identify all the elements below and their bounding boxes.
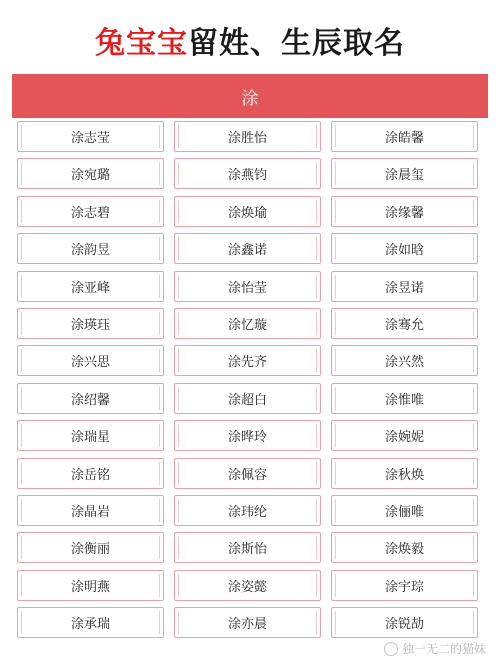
name-cell: 涂焕毅	[331, 532, 478, 563]
name-cell: 涂承瑞	[17, 607, 164, 638]
name-cell: 涂瑛珏	[17, 308, 164, 339]
name-cell: 涂先齐	[174, 345, 321, 376]
name-cell: 涂如晗	[331, 233, 478, 264]
title-rest: 留姓、生辰取名	[188, 26, 405, 61]
name-cell: 涂衡丽	[17, 532, 164, 563]
name-cell: 涂燕钧	[174, 158, 321, 189]
name-cell: 涂绍馨	[17, 383, 164, 414]
watermark-text: 独一无二的猫妹	[401, 642, 486, 656]
name-cell: 涂亦晨	[174, 607, 321, 638]
name-cell: 涂锐劼	[331, 607, 478, 638]
name-cell: 涂佩容	[174, 458, 321, 489]
surname-banner	[12, 74, 488, 118]
name-cell: 涂志碧	[17, 196, 164, 227]
name-grid	[17, 121, 487, 638]
name-cell: 涂兴然	[331, 345, 478, 376]
name-cell: 涂瑞星	[17, 420, 164, 451]
name-cell: 涂秋焕	[331, 458, 478, 489]
page-title	[0, 18, 500, 62]
name-cell: 涂晶岩	[17, 495, 164, 526]
name-cell: 涂宛璐	[17, 158, 164, 189]
name-cell: 涂俪唯	[331, 495, 478, 526]
name-cell: 涂超白	[174, 383, 321, 414]
name-cell: 涂兴思	[17, 345, 164, 376]
name-cell: 涂亚峰	[17, 271, 164, 302]
name-cell: 涂斯怡	[174, 532, 321, 563]
name-cell: 涂明燕	[17, 570, 164, 601]
name-cell: 涂晨玺	[331, 158, 478, 189]
title-accent: 兔宝宝	[95, 26, 188, 61]
name-cell: 涂宇琮	[331, 570, 478, 601]
name-cell: 涂晔玲	[174, 420, 321, 451]
name-cell: 涂韵昱	[17, 233, 164, 264]
name-cell: 涂鑫诺	[174, 233, 321, 264]
name-cell: 涂志莹	[17, 121, 164, 152]
name-cell: 涂焕瑜	[174, 196, 321, 227]
surname-label: 涂	[241, 88, 259, 109]
name-cell: 涂玮纶	[174, 495, 321, 526]
name-cell: 涂岳铭	[17, 458, 164, 489]
name-cell: 涂胜怡	[174, 121, 321, 152]
watermark	[384, 640, 486, 657]
name-cell: 涂皓馨	[331, 121, 478, 152]
name-cell: 涂骞允	[331, 308, 478, 339]
name-cell: 涂忆璇	[174, 308, 321, 339]
name-cell: 涂怡莹	[174, 271, 321, 302]
name-cell: 涂缘馨	[331, 196, 478, 227]
name-cell: 涂婉妮	[331, 420, 478, 451]
watermark-logo-icon	[384, 642, 398, 656]
name-cell: 涂姿懿	[174, 570, 321, 601]
name-cell: 涂昱诺	[331, 271, 478, 302]
name-cell: 涂惟唯	[331, 383, 478, 414]
